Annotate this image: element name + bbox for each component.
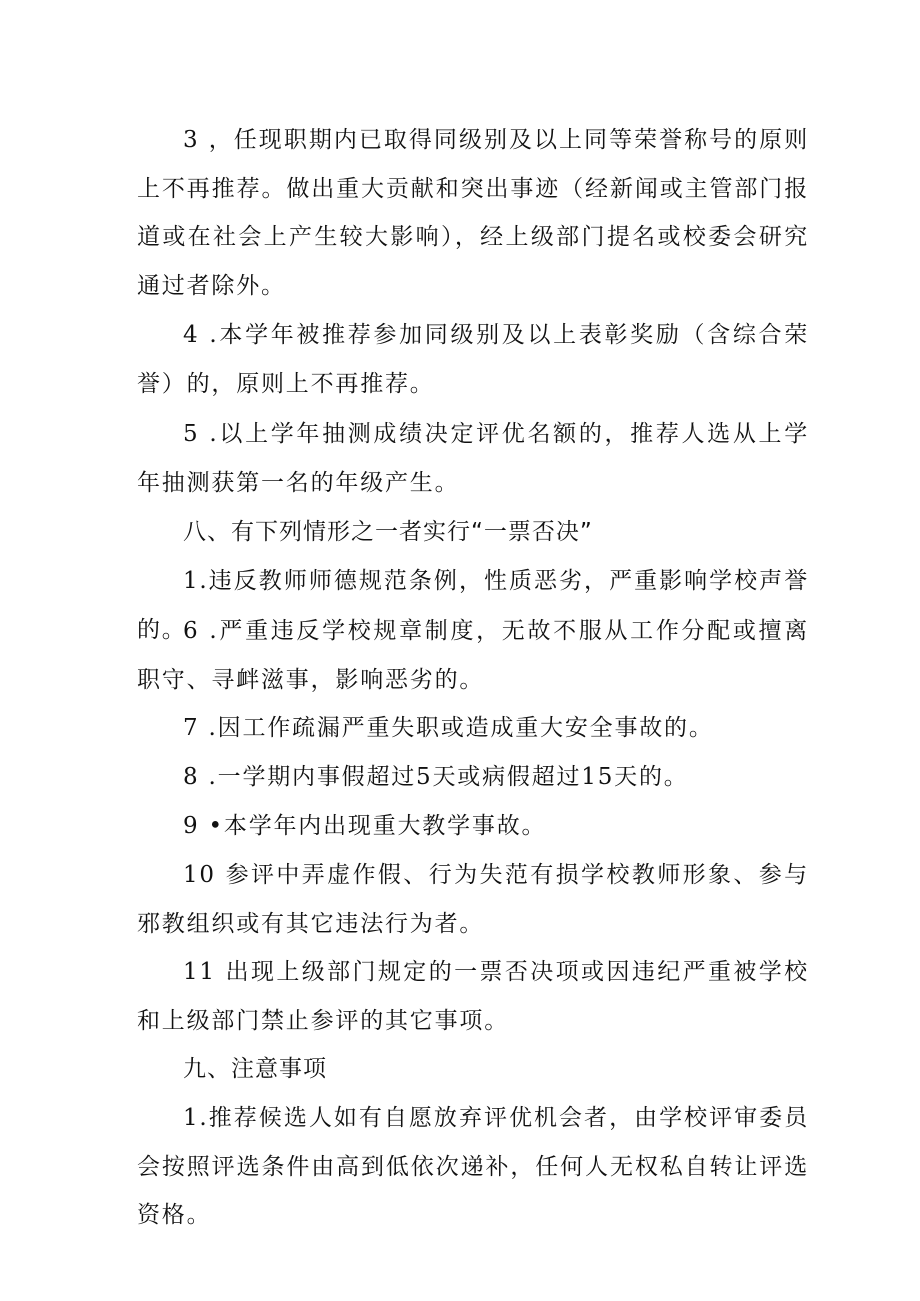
section-heading-8: 八、有下列情形之一者实行“一票否决” xyxy=(183,519,593,545)
paragraph-item-3: 3 ，任现职期内已取得同级别及以上同等荣誉称号的原则上不再推荐。做出重大贡献和突出事迹（经新闻或主管部门报道或在社会上产生较大影响），经上级部门提名或校委会研究通过者除外。 xyxy=(137,127,809,299)
section-8-item-9: 9 •本学年内出现重大教学事故。 xyxy=(183,813,547,839)
section-8-item-8: 8 .一学期内事假超过5天或病假超过15天的。 xyxy=(183,764,689,790)
section-8-item-1: 1.违反教师师德规范条例，性质恶劣，严重影响学校声誉的。 xyxy=(137,568,809,643)
section-heading-9: 九、注意事项 xyxy=(183,1056,327,1082)
section-8-item-11: 11 出现上级部门规定的一票否决项或因违纪严重被学校和上级部门禁止参评的其它事项。 xyxy=(137,959,809,1034)
paragraph-item-4: 4 .本学年被推荐参加同级别及以上表彰奖励（含综合荣誉）的，原则上不再推荐。 xyxy=(137,322,809,397)
section-8-item-10: 10 参评中弄虚作假、行为失范有损学校教师形象、参与邪教组织或有其它违法行为者。 xyxy=(137,862,809,937)
section-8-item-7: 7 .因工作疏漏严重失职或造成重大安全事故的。 xyxy=(183,715,714,741)
section-9-item-1: 1.推荐候选人如有自愿放弃评优机会者，由学校评审委员会按照评选条件由高到低依次递补，任何人无权私自转让评选资格。 xyxy=(137,1105,809,1228)
section-8-item-6: 6 .严重违反学校规章制度，无故不服从工作分配或擅离职守、寻衅滋事，影响恶劣的。 xyxy=(137,618,809,693)
paragraph-item-5: 5 .以上学年抽测成绩决定评优名额的，推荐人选从上学年抽测获第一名的年级产生。 xyxy=(137,421,809,496)
